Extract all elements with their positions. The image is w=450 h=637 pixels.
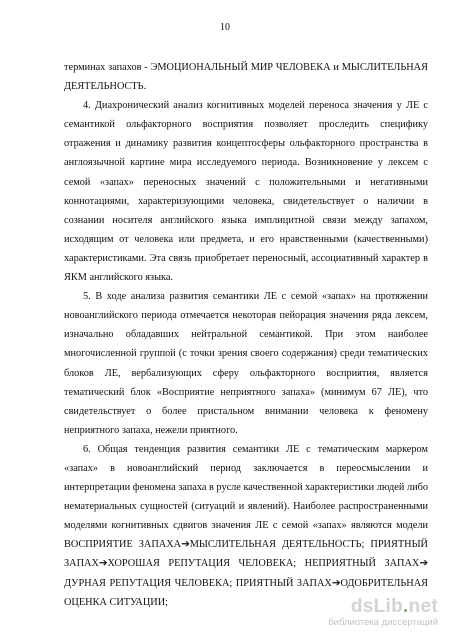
document-body (64, 58, 428, 612)
page-number: 10 (220, 22, 230, 33)
paragraph-6: 6. Общая тенденция развития семантики ЛЕ с тематическим маркером «запах» в новоанглийский период заключается в переосмыслении и интерпретации феномена запаха в русле качественной характеристики людей либо нематериальных сущностей (ситуаций и явлений). Наиболее распространенными моделями когнитивных сдвигов значения ЛЕ с семой «запах» являются модели ВОСПРИЯТИЕ ЗАПАХА➔МЫСЛИТЕЛЬНАЯ ДЕЯТЕЛЬНОСТЬ; ПРИЯТНЫЙ ЗАПАХ➔ХОРОШАЯ РЕПУТАЦИЯ ЧЕЛОВЕКА; НЕПРИЯТНЫЙ ЗАПАХ➔ ДУРНАЯ РЕПУТАЦИЯ ЧЕЛОВЕКА; ПРИЯТНЫЙ ЗАПАХ➔ОДОБРИТЕЛЬНАЯ ОЦЕНКА СИТУАЦИИ; (64, 443, 428, 608)
watermark-subtitle: библиотека диссертаций (328, 617, 438, 628)
paragraph-5: 5. В ходе анализа развития семантики ЛЕ с семой «запах» на протяжении новоанглийского периода отмечается некоторая пейорация значения ряда лексем, изначально обладавших нейтральной семантикой. При этом наиболее многочисленной группой (с точки зрения своего содержания) среди тематических блоков ЛЕ, вербализующих сферу ольфакторного восприятия, является тематический блок «Восприятие неприятного запаха» (минимум 67 ЛЕ), что свидетельствует о более пристальном внимании человека к феномену неприятного запаха, нежели приятного. (64, 291, 428, 436)
watermark-logo-dot: . (403, 596, 409, 617)
paragraph-4: 4. Диахронический анализ когнитивных моделей переноса значения у ЛЕ с семантикой ольфакторного восприятия позволяет проследить специфику отражения и динамику развития концептосферы ольфакторного пространства в англоязычной картине мира исследуемого периода. Возникновение у лексем с семой «запах» переносных значений с положительными и негативными коннотациями, характеризующими человека, свидетельствует о наличии в сознании носителя английского языка имплицитной связи между запахом, исходящим от человека или предмета, и его нравственными (качественными) характеристиками. Эта связь приобретает переносный, ассоциативный характер в ЯКМ английского языка. (64, 100, 428, 284)
watermark-logo-main: dsLib (350, 596, 403, 617)
paragraph-continuation: терминах запахов - ЭМОЦИОНАЛЬНЫЙ МИР ЧЕЛОВЕКА и МЫСЛИТЕЛЬНАЯ ДЕЯТЕЛЬНОСТЬ. (64, 62, 428, 93)
watermark-logo-tld: net (408, 596, 438, 617)
dslib-watermark (328, 597, 438, 629)
watermark-logo (328, 597, 438, 617)
